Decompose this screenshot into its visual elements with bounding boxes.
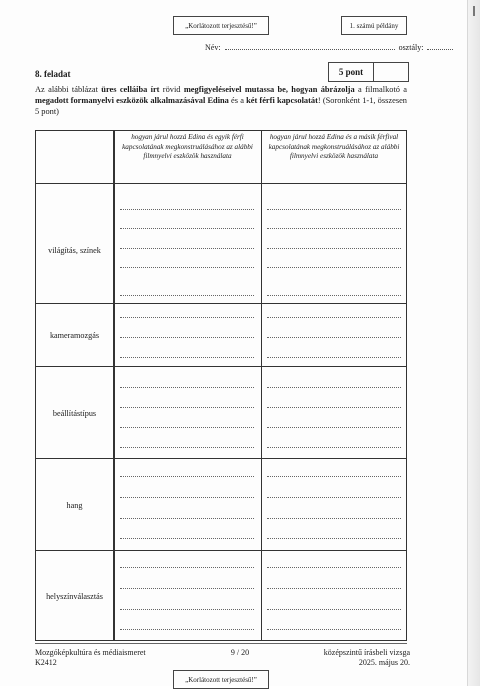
answer-line[interactable]	[120, 427, 254, 428]
name-class-line	[205, 43, 455, 52]
answer-line[interactable]	[267, 538, 401, 539]
name-field[interactable]	[225, 43, 395, 50]
answer-line[interactable]	[120, 567, 254, 568]
answer-line[interactable]	[120, 609, 254, 610]
answer-line[interactable]	[120, 337, 254, 338]
exam-level: középszintű írásbeli vizsga	[323, 648, 410, 657]
name-label: Név:	[205, 43, 221, 52]
page-number: 9 / 20	[230, 648, 250, 657]
row-label-lighting: világítás, színek	[48, 246, 101, 255]
answer-line[interactable]	[120, 357, 254, 358]
subject-name: Mozgóképkultúra és médiaismeret	[35, 648, 146, 657]
column-header-1: hogyan járul hozzá Edina és egyik férfi kapcsolatának megkonstruálásához az alábbi filmnyelvi eszközök használata	[122, 133, 253, 160]
answer-line[interactable]	[120, 228, 254, 229]
answer-line[interactable]	[120, 295, 254, 296]
answer-line[interactable]	[120, 497, 254, 498]
answer-line[interactable]	[120, 518, 254, 519]
exam-code: K2412	[35, 658, 57, 667]
row-label-location: helyszínválasztás	[46, 592, 103, 601]
row-label-camera: kameramozgás	[49, 331, 100, 340]
column-divider	[114, 131, 115, 640]
answer-line[interactable]	[267, 295, 401, 296]
answer-line[interactable]	[120, 317, 254, 318]
answer-line[interactable]	[267, 427, 401, 428]
class-field[interactable]	[427, 43, 453, 50]
answer-line[interactable]	[267, 609, 401, 610]
row-divider	[36, 183, 406, 184]
task-instructions: Az alábbi táblázat üres celláiba írt rövid megfigyeléseivel mutassa be, hogyan ábrázolja a filmalkotó a megadott formanyelvi eszközök alkalmazásával Edina és a két férfi kapcsolatát! (Soronként 1-1, összesen 5 pont)	[35, 85, 408, 116]
answer-line[interactable]	[267, 317, 401, 318]
answer-line[interactable]	[120, 538, 254, 539]
row-divider	[36, 303, 406, 304]
edge-mark	[473, 6, 475, 16]
task-title: 8. feladat	[35, 69, 71, 79]
answer-line[interactable]	[120, 248, 254, 249]
copy-number-box: 1. számú példány	[341, 16, 407, 35]
column-divider	[261, 131, 262, 640]
answer-line[interactable]	[267, 209, 401, 210]
row-divider	[36, 458, 406, 459]
answer-line[interactable]	[267, 248, 401, 249]
answer-line[interactable]	[267, 518, 401, 519]
footer-divider	[35, 643, 407, 644]
answer-line[interactable]	[120, 447, 254, 448]
answer-line[interactable]	[267, 497, 401, 498]
answer-line[interactable]	[120, 629, 254, 630]
answer-line[interactable]	[120, 588, 254, 589]
answer-line[interactable]	[267, 267, 401, 268]
answer-line[interactable]	[120, 209, 254, 210]
answer-line[interactable]	[267, 387, 401, 388]
row-divider	[36, 366, 406, 367]
row-divider	[36, 550, 406, 551]
restricted-distribution-label-bottom: „Korlátozott terjesztésű!”	[173, 670, 269, 689]
answer-line[interactable]	[267, 629, 401, 630]
answer-line[interactable]	[267, 476, 401, 477]
row-label-shot-type: beállítástípus	[52, 409, 97, 418]
answer-line[interactable]	[120, 387, 254, 388]
answer-line[interactable]	[267, 228, 401, 229]
page-edge	[467, 0, 480, 686]
answer-line[interactable]	[267, 567, 401, 568]
answer-table	[35, 130, 407, 641]
answer-line[interactable]	[120, 267, 254, 268]
answer-line[interactable]	[267, 588, 401, 589]
column-header-2: hogyan járul hozzá Edina és a másik férfival kapcsolatának megkonstruálásához az alábbi filmnyelvi eszközök használata	[268, 133, 400, 160]
answer-line[interactable]	[267, 337, 401, 338]
answer-line[interactable]	[267, 357, 401, 358]
answer-line[interactable]	[120, 407, 254, 408]
class-label: osztály:	[398, 43, 424, 52]
answer-line[interactable]	[120, 476, 254, 477]
score-box[interactable]	[373, 62, 409, 82]
row-label-sound: hang	[66, 501, 83, 510]
exam-date: 2025. május 20.	[358, 658, 410, 667]
restricted-distribution-label-top: „Korlátozott terjesztésű!”	[173, 16, 269, 35]
answer-line[interactable]	[267, 407, 401, 408]
points-box: 5 pont	[328, 62, 374, 82]
answer-line[interactable]	[267, 447, 401, 448]
footer-exam-info	[324, 648, 410, 668]
